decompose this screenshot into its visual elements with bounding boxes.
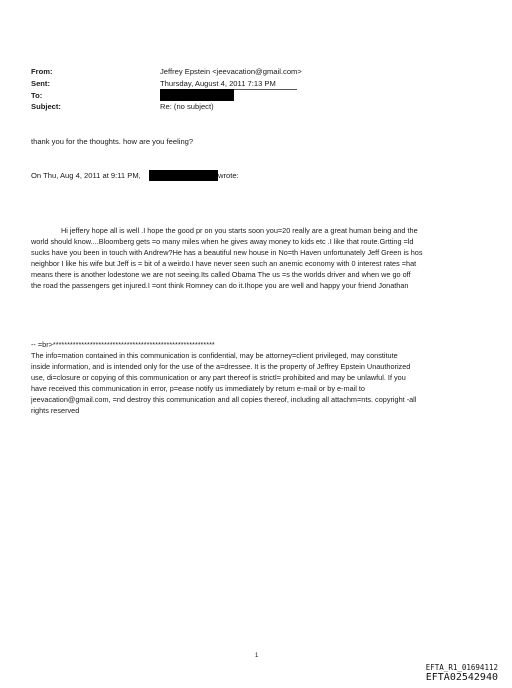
to-redaction — [160, 89, 234, 101]
disclaimer-separator: -- =br>********************************************************* — [31, 340, 215, 349]
subject-value: Re: (no subject) — [160, 102, 214, 111]
disclaimer-line: inside information, and is intended only for the use of the a=dressee. It is the property of Jeffrey Epstein Unauthorized — [31, 362, 411, 371]
disclaimer-line: jeevacation@gmail.com, =nd destroy this communication and all copies thereof, including all attachm=nts. copyright -all — [31, 395, 417, 404]
subject-label: Subject: — [31, 102, 61, 111]
from-value: Jeffrey Epstein <jeevacation@gmail.com> — [160, 67, 302, 76]
to-label: To: — [31, 91, 43, 100]
disclaimer-line: rights reserved — [31, 406, 80, 415]
disclaimer-line: use, di=closure or copying of this communication or any part thereof is strictl= prohibited and may be unlawful. If you — [31, 373, 406, 382]
quoted-line: the road the passengers get injured.I =ont think Romney can do it.Ihope you are well and happy your friend Jonathan — [31, 281, 409, 290]
quote-header-suffix: wrote: — [218, 171, 239, 180]
quoted-line: means there is another lodestone we are not seeing.Its called Obama The us =s the worlds driver and when we go off — [31, 270, 411, 279]
footer-id-secondary: EFTA02542940 — [425, 672, 498, 683]
disclaimer-line: have received this communication in error, p=ease notify us immediately by return e-mail or by e-mail to — [31, 384, 365, 393]
sent-value: Thursday, August 4, 2011 7:13 PM — [160, 79, 276, 88]
quote-header-prefix: On Thu, Aug 4, 2011 at 9:11 PM, — [31, 171, 141, 180]
page-number: 1 — [255, 653, 259, 659]
footer-id-primary: EFTA_R1_01694112 — [425, 663, 498, 672]
quoted-line: sucks have you been in touch with Andrew?He has a beautiful new house in No=th Haven unfortunately Jeff Green is hos — [31, 248, 423, 257]
quoted-line: Hi jeffery hope all is well .I hope the good pr on you starts soon you=20 really are a great human being and the — [61, 226, 418, 235]
reply-text: thank you for the thoughts. how are you feeling? — [31, 137, 194, 146]
disclaimer-line: The info=mation contained in this communication is confidential, may be attorney=client privileged, may constitute — [31, 351, 398, 360]
quoted-line: neighbor I like his wife but Jeff is = bit of a weirdo.I have never seen such an anemic economy with 0 interest rates =hat — [31, 259, 417, 268]
sent-label: Sent: — [31, 79, 50, 88]
from-label: From: — [31, 67, 53, 76]
sender-redaction — [149, 170, 218, 181]
quoted-line: world should know....Bloomberg gets =o many miles when he gives away money to kids etc .I like that route.Grtting =ld — [31, 237, 414, 246]
